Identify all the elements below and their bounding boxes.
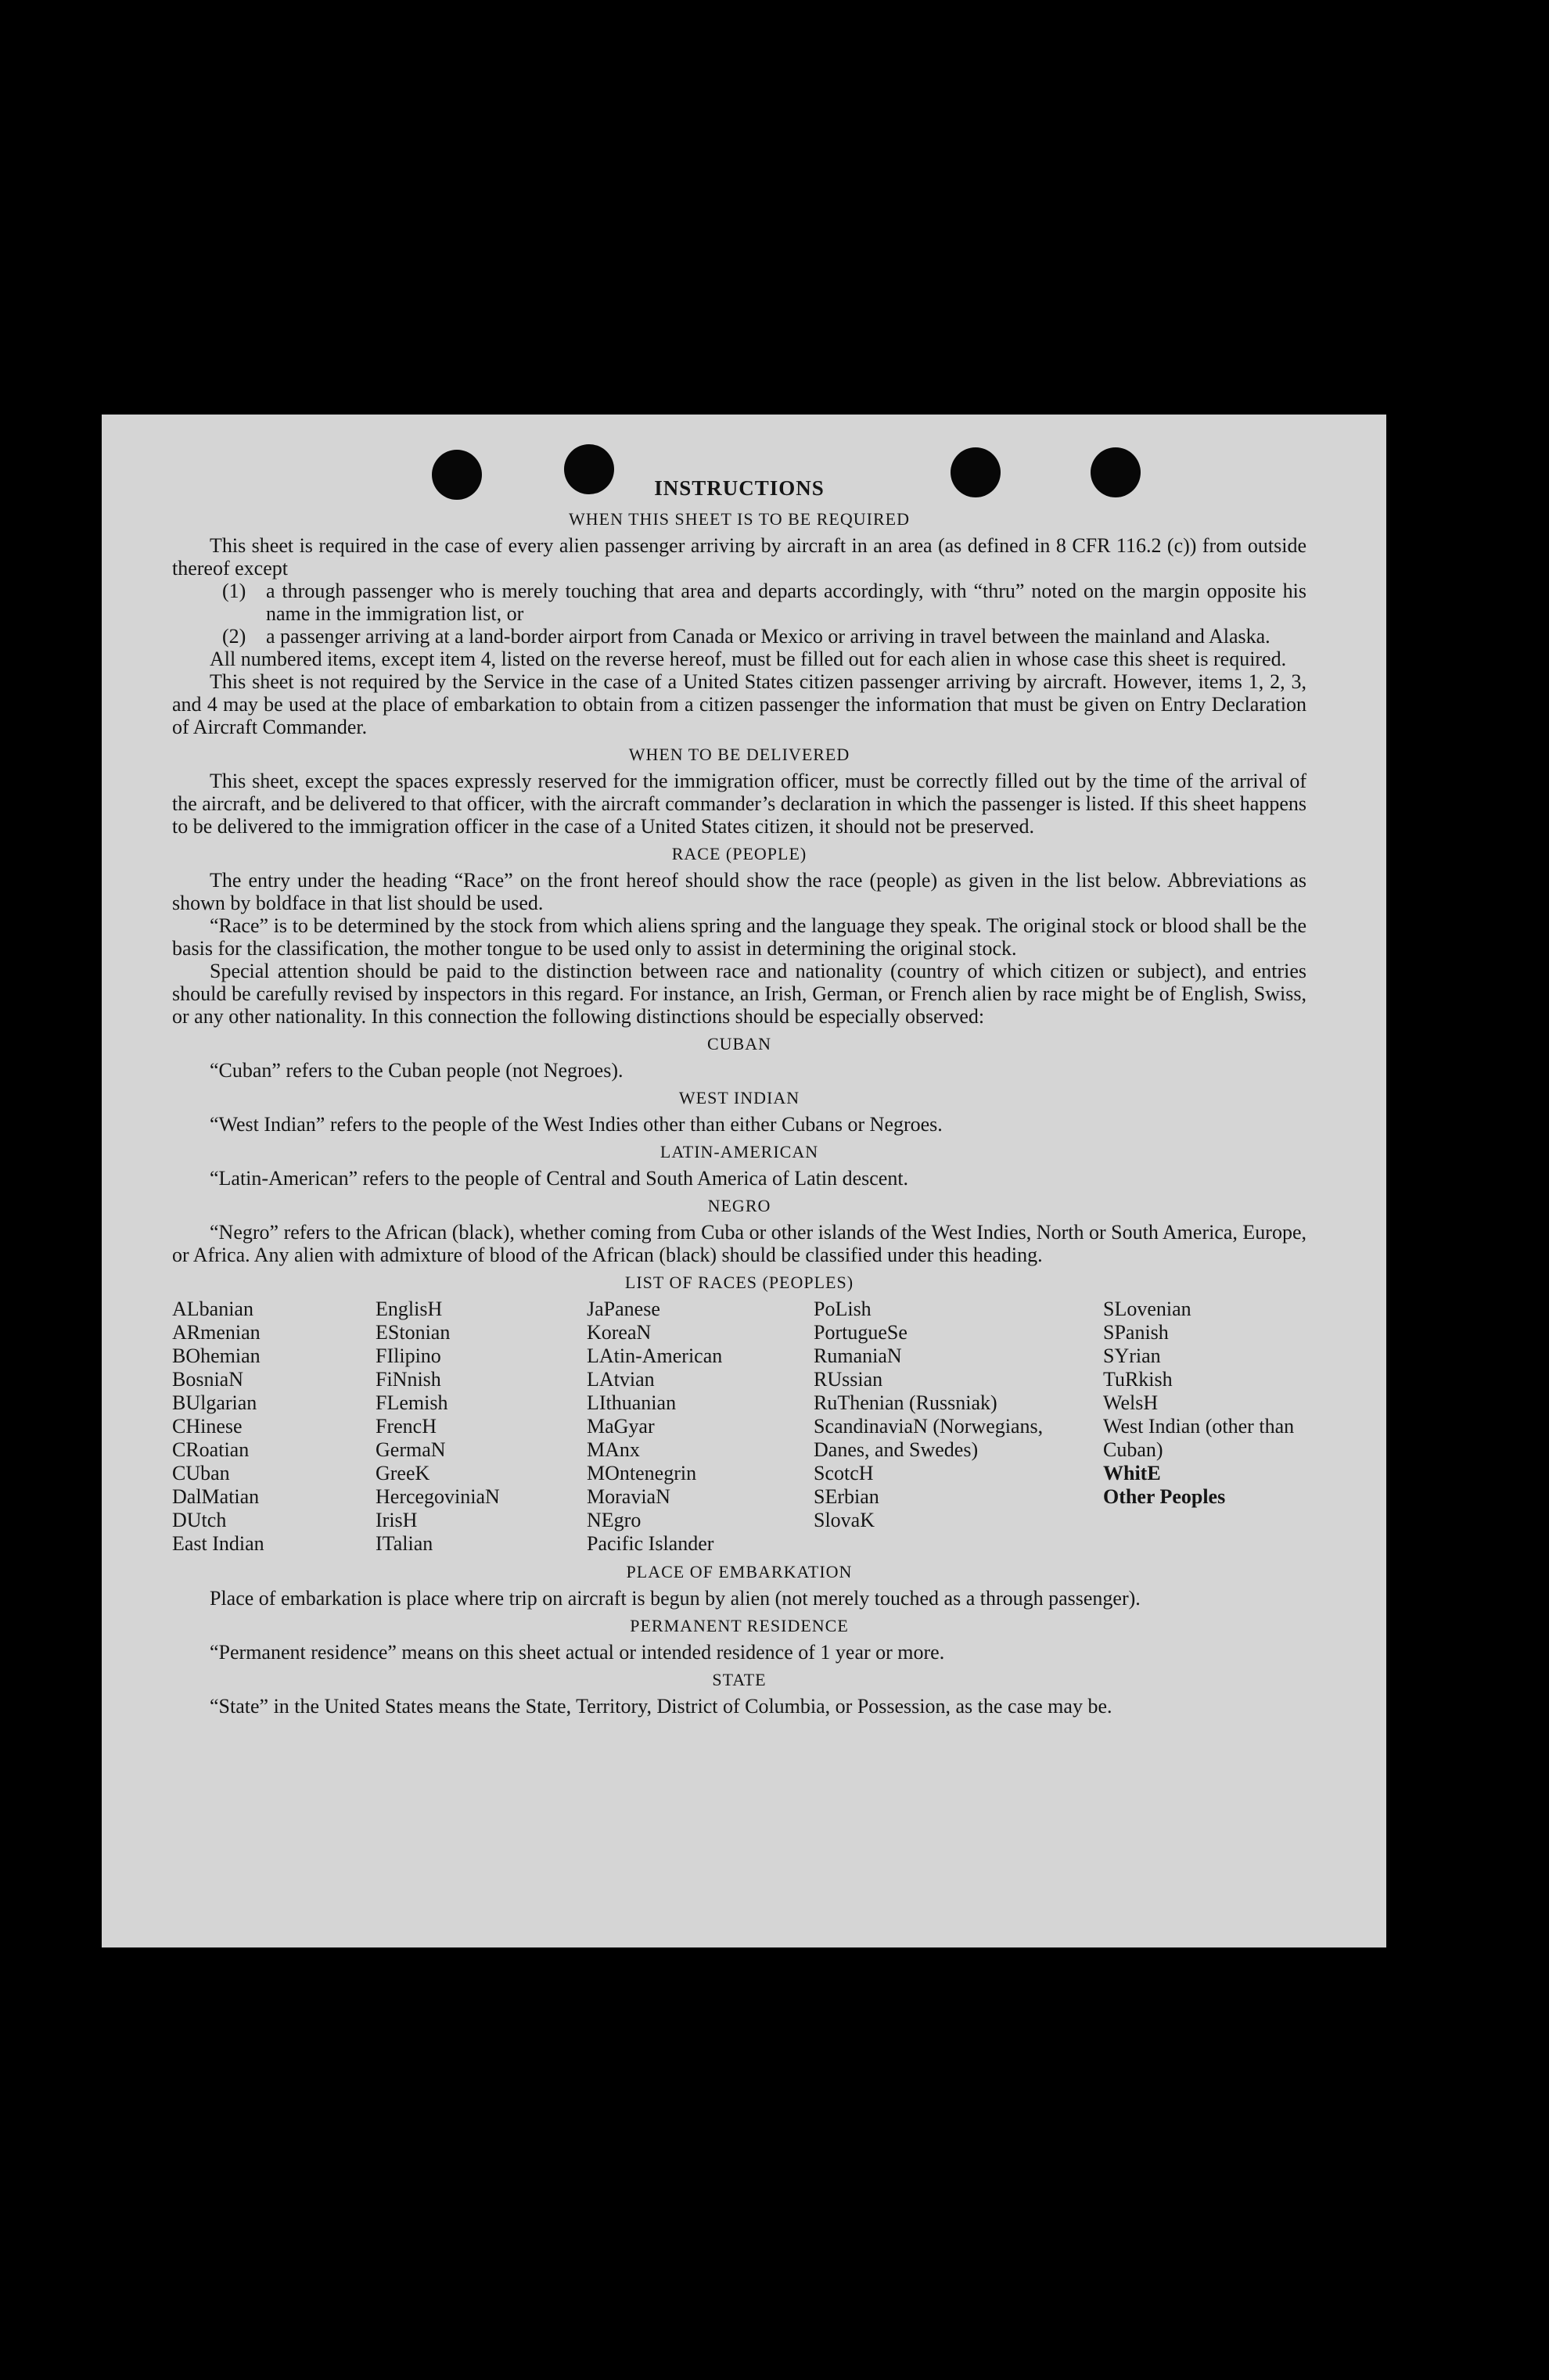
race-entry: ALbanian: [172, 1298, 253, 1320]
state-text: “State” in the United States means the State, Territory, District of Columbia, or Possession, as the case may be.: [210, 1695, 1112, 1718]
exception-item: [222, 580, 1306, 625]
race-entry: DalMatian: [172, 1485, 260, 1508]
races-column: [1103, 1298, 1306, 1556]
race-entry: LAtvian: [587, 1368, 655, 1391]
race-entry: FiNnish: [376, 1368, 441, 1391]
race-entry: JaPanese: [587, 1298, 660, 1320]
race-entry: West Indian (other than Cuban): [1103, 1415, 1295, 1461]
race-entry: BOhemian: [172, 1344, 261, 1367]
definition-text: “Latin-American” refers to the people of Central and South America of Latin descent.: [210, 1167, 909, 1190]
numbered-items-note: All numbered items, except item 4, listed on the reverse hereof, must be filled out for each alien in whose case this sheet is required.: [210, 648, 1287, 670]
races-list-heading: LIST OF RACES (PEOPLES): [624, 1273, 854, 1292]
race-entry: IrisH: [376, 1509, 418, 1531]
race-entry: Pacific Islander: [587, 1532, 714, 1555]
definition-heading: LATIN-AMERICAN: [659, 1142, 819, 1161]
race-entry: SlovaK: [814, 1509, 875, 1531]
page-title: INSTRUCTIONS: [654, 476, 825, 500]
races-column: [376, 1298, 587, 1556]
race-entry: MoraviaN: [587, 1485, 670, 1508]
race-entry: ScotcH: [814, 1462, 874, 1484]
race-entry: NEgro: [587, 1509, 642, 1531]
embarkation-text: Place of embarkation is place where trip on aircraft is begun by alien (not merely touched as a through passenger).: [210, 1587, 1141, 1610]
race-entry: RUssian: [814, 1368, 883, 1391]
race-entry: HercegoviniaN: [376, 1485, 500, 1508]
race-entry: WelsH: [1103, 1391, 1159, 1414]
definition-text: “West Indian” refers to the people of the West Indies other than either Cubans or Negroes.: [210, 1113, 943, 1136]
race-entry: MAnx: [587, 1438, 640, 1461]
race-entry: EnglisH: [376, 1298, 443, 1320]
exception-item: [222, 625, 1306, 648]
exception-number: (2): [222, 625, 246, 648]
definition-text: “Negro” refers to the African (black), whether coming from Cuba or other islands of the West Indies, North or South America, Europe, or Africa. Any alien with admixture of blood of the African (black) should be classified under this heading.: [172, 1221, 1306, 1266]
instruction-sheet: [102, 415, 1386, 1947]
exception-text: a passenger arriving at a land-border airport from Canada or Mexico or arriving in travel between the mainland and Alaska.: [266, 625, 1270, 648]
race-entry: FIlipino: [376, 1344, 441, 1367]
race-entry: RumaniaN: [814, 1344, 902, 1367]
race-entry: CUban: [172, 1462, 230, 1484]
residence-text: “Permanent residence” means on this sheet actual or intended residence of 1 year or more.: [210, 1641, 945, 1664]
race-entry: CHinese: [172, 1415, 243, 1438]
definition-heading: CUBAN: [706, 1034, 771, 1054]
citizen-note: This sheet is not required by the Service in the case of a United States citizen passenger arriving by aircraft. However, items 1, 2, 3, and 4 may be used at the place of embarkation to obtain from a citizen passenger the information that must be given on Entry Declaration of Aircraft Commander.: [172, 670, 1306, 738]
race-entry: MaGyar: [587, 1415, 655, 1438]
exception-text: a through passenger who is merely touching that area and departs accordingly, with “thru” noted on the margin opposite his name in the immigration list, or: [266, 580, 1306, 625]
race-entry: BUlgarian: [172, 1391, 257, 1414]
race-entry: GermaN: [376, 1438, 446, 1461]
race-entry: FLemish: [376, 1391, 448, 1414]
race-entry: RuThenian (Russniak): [814, 1391, 997, 1414]
when-delivered-text: This sheet, except the spaces expressly reserved for the immigration officer, must be correctly filled out by the time of the arrival of the aircraft, and be delivered to that officer, with the aircraft commander’s declaration in which the passenger is listed. If this sheet happens to be delivered to the immigration officer in the case of a United States citizen, it should not be preserved.: [172, 770, 1306, 838]
section-heading-race: RACE (PEOPLE): [671, 844, 807, 863]
when-required-intro: This sheet is required in the case of every alien passenger arriving by aircraft in an area (as defined in 8 CFR 116.2 (c)) from outside thereof except: [172, 534, 1306, 580]
race-entry: WhitE: [1103, 1462, 1161, 1484]
race-entry: LAtin-American: [587, 1344, 723, 1367]
race-entry: East Indian: [172, 1532, 264, 1555]
race-entry: ARmenian: [172, 1321, 261, 1344]
race-paragraph: “Race” is to be determined by the stock from which aliens spring and the language they speak. The original stock or blood shall be the basis for the classification, the mother tongue to be used only to assist in determining the original stock.: [172, 914, 1306, 960]
section-heading-embarkation: PLACE OF EMBARKATION: [626, 1562, 853, 1581]
section-heading-state: STATE: [712, 1670, 767, 1689]
race-entry: SPanish: [1103, 1321, 1169, 1344]
race-entry: SLovenian: [1103, 1298, 1191, 1320]
races-column: [814, 1298, 1103, 1556]
race-entry: DUtch: [172, 1509, 227, 1531]
definition-heading: WEST INDIAN: [678, 1088, 800, 1107]
races-list: [172, 1298, 1306, 1556]
race-entry: MOntenegrin: [587, 1462, 697, 1484]
race-paragraph: The entry under the heading “Race” on the front hereof should show the race (people) as given in the list below. Abbreviations as shown by boldface in that list should be used.: [172, 869, 1306, 914]
exception-number: (1): [222, 580, 246, 602]
race-entry: FrencH: [376, 1415, 437, 1438]
race-entry: BosniaN: [172, 1368, 243, 1391]
definition-text: “Cuban” refers to the Cuban people (not Negroes).: [210, 1059, 624, 1082]
section-heading-when-required: WHEN THIS SHEET IS TO BE REQUIRED: [569, 509, 910, 529]
races-column: [172, 1298, 376, 1556]
race-entry: ScandinaviaN (Norwegians, Danes, and Swedes): [814, 1415, 1044, 1461]
race-paragraph: Special attention should be paid to the distinction between race and nationality (country of which citizen or subject), and entries should be carefully revised by inspectors in this regard. For instance, an Irish, German, or French alien by race might be of English, Swiss, or any other nationality. In this connection the following distinctions should be especially observed:: [172, 960, 1306, 1028]
race-entry: ITalian: [376, 1532, 433, 1555]
race-entry: GreeK: [376, 1462, 430, 1484]
race-entry: TuRkish: [1103, 1368, 1173, 1391]
race-entry: EStonian: [376, 1321, 451, 1344]
race-entry: SYrian: [1103, 1344, 1161, 1367]
races-column: [587, 1298, 814, 1556]
race-entry: LIthuanian: [587, 1391, 677, 1414]
race-entry: Other Peoples: [1103, 1485, 1226, 1508]
race-entry: CRoatian: [172, 1438, 250, 1461]
section-heading-when-delivered: WHEN TO BE DELIVERED: [628, 745, 850, 764]
race-entry: SErbian: [814, 1485, 879, 1508]
sheet-content: [172, 477, 1306, 1718]
race-entry: PortugueSe: [814, 1321, 907, 1344]
definition-heading: NEGRO: [707, 1196, 771, 1215]
race-entry: PoLish: [814, 1298, 872, 1320]
race-entry: KoreaN: [587, 1321, 652, 1344]
section-heading-residence: PERMANENT RESIDENCE: [630, 1616, 849, 1635]
